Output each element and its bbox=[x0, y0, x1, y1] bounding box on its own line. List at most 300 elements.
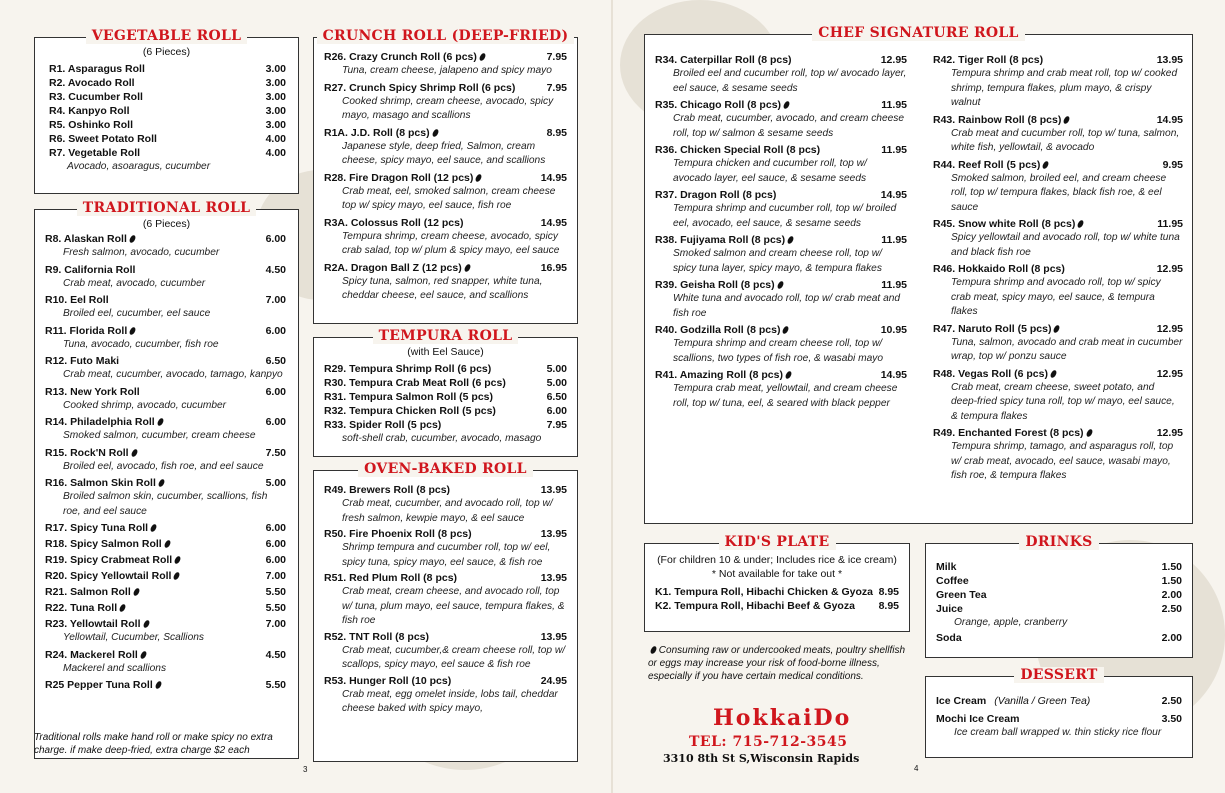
item-name: R12. Futo Maki bbox=[45, 355, 120, 367]
item-description: Tuna, salmon, avocado and crab meat in cucumber wrap, top w/ ponzu sauce bbox=[951, 336, 1183, 362]
menu-item-row bbox=[933, 367, 1183, 381]
section-title: DESSERT bbox=[1014, 667, 1103, 683]
spicy-icon bbox=[1050, 369, 1057, 378]
menu-item-row bbox=[45, 601, 286, 615]
restaurant-logo: HokkaiDo bbox=[713, 705, 852, 731]
item-list-left bbox=[655, 53, 907, 413]
menu-item bbox=[655, 585, 899, 599]
item-name: K1. Tempura Roll, Hibachi Chicken & Gyoza bbox=[655, 586, 874, 598]
item-name: Green Tea bbox=[936, 589, 987, 601]
item-price: 3.00 bbox=[265, 105, 286, 117]
item-name: R24. Mackerel Roll bbox=[45, 648, 138, 661]
item-price: 7.00 bbox=[265, 618, 286, 630]
spicy-icon bbox=[785, 370, 792, 379]
item-description: Mackerel and scallions bbox=[63, 662, 167, 674]
spicy-icon bbox=[155, 680, 162, 689]
item-price: 6.00 bbox=[265, 538, 286, 550]
item-price: 5.50 bbox=[265, 602, 286, 614]
section-title: OVEN-BAKED ROLL bbox=[358, 461, 533, 477]
menu-item-row bbox=[45, 553, 286, 567]
item-description: Crab meat, cucumber,& cream cheese roll, top w/ scallops, spicy mayo, eel sauce & fish roe bbox=[342, 644, 566, 670]
spicy-icon bbox=[150, 523, 157, 532]
menu-item bbox=[936, 560, 1182, 574]
item-description: Japanese style, deep fried, Salmon, cream cheese, spicy mayo, eel sauce, and scallions bbox=[342, 140, 546, 166]
item-price: 6.50 bbox=[546, 391, 567, 403]
item-price: 7.95 bbox=[546, 81, 567, 94]
spicy-icon bbox=[463, 263, 470, 272]
item-name: R10. Eel Roll bbox=[45, 294, 109, 306]
menu-item-row bbox=[936, 631, 1182, 645]
item-name: R8. Alaskan Roll bbox=[45, 233, 127, 245]
spicy-icon bbox=[787, 235, 794, 244]
spicy-icon bbox=[173, 571, 180, 580]
item-price: 12.95 bbox=[1156, 427, 1183, 439]
menu-item-row bbox=[45, 521, 286, 535]
menu-item bbox=[49, 118, 286, 132]
menu-item bbox=[655, 323, 907, 366]
item-description: Broiled salmon skin, cucumber, scallions, fish roe, and eel sauce bbox=[63, 491, 268, 517]
spicy-icon bbox=[158, 478, 165, 487]
menu-item bbox=[933, 262, 1183, 320]
menu-item bbox=[45, 648, 286, 677]
item-price: 6.50 bbox=[265, 355, 286, 367]
menu-item bbox=[45, 385, 286, 414]
menu-item bbox=[933, 426, 1183, 484]
item-name: R42. Tiger Roll (8 pcs) bbox=[933, 54, 1044, 66]
menu-item-row bbox=[936, 694, 1182, 708]
item-description: Tempura shrimp, tamago, and asparagus roll, top w/ crab meat, avocado, eel sauce, wasabi mayo, fish roe, & tempura flakes bbox=[951, 441, 1174, 481]
item-price: 11.95 bbox=[881, 279, 907, 291]
item-description: Broiled eel, avocado, fish roe, and eel sauce bbox=[63, 460, 264, 472]
spicy-icon bbox=[1042, 160, 1049, 169]
item-price: 6.00 bbox=[265, 554, 286, 566]
item-name: R21. Salmon Roll bbox=[45, 586, 131, 598]
menu-item-row bbox=[45, 446, 286, 460]
item-price: 8.95 bbox=[878, 600, 899, 612]
item-name: R17. Spicy Tuna Roll bbox=[45, 522, 149, 534]
menu-item bbox=[45, 232, 286, 261]
item-name: R7. Vegetable Roll bbox=[49, 147, 141, 159]
item-name: R36. Chicken Special Roll (8 pcs) bbox=[655, 144, 821, 156]
item-name: R1. Asparagus Roll bbox=[49, 63, 145, 75]
item-description: Tuna, avocado, cucumber, fish roe bbox=[63, 338, 219, 350]
item-description: Smoked salmon, broiled eel, and cream cheese roll, top w/ tempura flakes, black fish roe, & eel sauce bbox=[951, 172, 1167, 213]
menu-item bbox=[45, 601, 286, 615]
item-description: Tempura shrimp and cream cheese roll, top w/ scallions, two types of fish roe, & wasabi mayo bbox=[673, 338, 884, 364]
item-price: 3.00 bbox=[265, 91, 286, 103]
item-price: 12.95 bbox=[1156, 367, 1183, 380]
item-description: Tempura shrimp and cucumber roll, top w/ broiled eel, avocado, eel sauce, & sesame seeds bbox=[673, 203, 897, 229]
address: 3310 8th St S,Wisconsin Rapids bbox=[663, 752, 860, 765]
menu-item-row bbox=[49, 76, 286, 90]
item-price: 4.50 bbox=[265, 263, 286, 276]
menu-item-row bbox=[45, 232, 286, 246]
item-description: Tempura shrimp and avocado roll, top w/ spicy crab meat, spicy mayo, eel sauce, & tempura flakes bbox=[951, 277, 1161, 317]
item-name: R30. Tempura Crab Meat Roll (6 pcs) bbox=[324, 377, 506, 389]
menu-item-row bbox=[324, 527, 567, 541]
item-price: 10.95 bbox=[880, 324, 907, 336]
item-name: R23. Yellowtail Roll bbox=[45, 618, 141, 630]
item-name: R43. Rainbow Roll (8 pcs) bbox=[933, 113, 1062, 126]
menu-item bbox=[655, 188, 907, 231]
item-name: R20. Spicy Yellowtail Roll bbox=[45, 570, 172, 582]
item-price: 24.95 bbox=[540, 674, 567, 687]
item-name: R31. Tempura Salmon Roll (5 pcs) bbox=[324, 391, 494, 403]
menu-item bbox=[936, 588, 1182, 602]
menu-item bbox=[324, 630, 567, 673]
menu-item-row bbox=[45, 293, 286, 307]
item-name: Soda bbox=[936, 631, 962, 644]
spicy-icon bbox=[1085, 428, 1092, 437]
item-description: Crab meat, cucumber, avocado, and cream cheese roll, top w/ salmon & sesame seeds bbox=[673, 113, 905, 139]
menu-item bbox=[324, 483, 567, 526]
tempura-roll-panel bbox=[313, 328, 578, 457]
item-description: Crab meat, cucumber, and avocado roll, top w/ fresh salmon, kewpie mayo, & eel sauce bbox=[342, 498, 553, 524]
section-subtitle: (with Eel Sauce) bbox=[407, 346, 484, 358]
item-name: R47. Naruto Roll (5 pcs) bbox=[933, 322, 1052, 335]
item-description: Orange, apple, cranberry bbox=[954, 617, 1068, 628]
menu-item bbox=[45, 476, 286, 519]
item-name: R35. Chicago Roll (8 pcs) bbox=[655, 99, 782, 111]
item-description: Crab meat, cream cheese, sweet potato, and deep-fried spicy tuna roll, top w/ mayo, eel sauce, & tempura flakes bbox=[951, 381, 1175, 422]
menu-item bbox=[45, 354, 286, 383]
item-description: Tempura shrimp, cream cheese, avocado, spicy crab salad, top w/ plum & spicy mayo, eel sauce bbox=[342, 230, 560, 256]
menu-item-row bbox=[324, 630, 567, 644]
menu-item-row bbox=[933, 158, 1183, 172]
menu-item-row bbox=[324, 126, 567, 140]
item-description: Shrimp tempura and cucumber roll, top w/ eel, spicy tuna, spicy mayo, eel sauce, & fish roe bbox=[342, 542, 551, 568]
item-name: R15. Rock'N Roll bbox=[45, 446, 129, 459]
item-price: 7.00 bbox=[265, 570, 286, 582]
item-price: 6.00 bbox=[265, 324, 286, 337]
item-list bbox=[314, 471, 577, 717]
menu-item-row bbox=[324, 483, 567, 497]
item-description: Smoked salmon, cucumber, cream cheese bbox=[63, 430, 256, 441]
menu-item-row bbox=[655, 323, 907, 337]
item-price: 13.95 bbox=[540, 528, 567, 540]
menu-item-row bbox=[655, 368, 907, 382]
spicy-icon bbox=[1077, 219, 1084, 228]
item-name: R50. Fire Phoenix Roll (8 pcs) bbox=[324, 528, 472, 540]
item-price: 6.00 bbox=[265, 385, 286, 398]
menu-item-row bbox=[45, 324, 286, 338]
item-price: 13.95 bbox=[540, 484, 567, 496]
item-price: 12.95 bbox=[880, 54, 907, 66]
traditional-roll-panel bbox=[34, 200, 299, 759]
menu-item-row bbox=[936, 588, 1182, 602]
item-name: R5. Oshinko Roll bbox=[49, 119, 134, 131]
item-list bbox=[926, 544, 1192, 645]
item-price: 2.00 bbox=[1161, 589, 1182, 601]
menu-item-row bbox=[45, 385, 286, 399]
menu-item bbox=[655, 278, 907, 321]
menu-item bbox=[49, 146, 286, 175]
section-subtitle: (6 Pieces) bbox=[142, 46, 191, 58]
menu-item-row bbox=[933, 113, 1183, 127]
item-price: 5.00 bbox=[546, 377, 567, 389]
menu-item-row bbox=[324, 674, 567, 688]
item-price: 5.00 bbox=[546, 363, 567, 375]
item-description: White tuna and avocado roll, top w/ crab meat and fish roe bbox=[673, 293, 901, 319]
item-name: R14. Philadelphia Roll bbox=[45, 416, 155, 428]
item-name: R53. Hunger Roll (10 pcs) bbox=[324, 674, 452, 687]
item-name: R28. Fire Dragon Roll (12 pcs) bbox=[324, 171, 474, 184]
item-price: 7.95 bbox=[546, 51, 567, 63]
menu-item-row bbox=[655, 599, 899, 613]
item-name: Milk bbox=[936, 561, 957, 573]
section-title: VEGETABLE ROLL bbox=[86, 28, 248, 44]
menu-item bbox=[45, 585, 286, 599]
menu-item-row bbox=[49, 132, 286, 146]
menu-item bbox=[933, 53, 1183, 111]
menu-item bbox=[933, 217, 1183, 260]
item-price: 13.95 bbox=[540, 630, 567, 643]
menu-item-row bbox=[936, 712, 1182, 726]
drinks-panel bbox=[925, 534, 1193, 658]
menu-item bbox=[45, 446, 286, 475]
item-name: R37. Dragon Roll (8 pcs) bbox=[655, 189, 777, 201]
item-name: R34. Caterpillar Roll (8 pcs) bbox=[655, 54, 792, 66]
item-description: Crab meat and cucumber roll, top w/ tuna, salmon, white fish, yellowtail, & avocado bbox=[951, 127, 1180, 153]
item-list bbox=[926, 677, 1192, 741]
crunch-roll-panel bbox=[313, 28, 578, 324]
section-title: CRUNCH ROLL (DEEP-FRIED) bbox=[317, 28, 575, 44]
item-description: Spicy tuna, salmon, red snapper, white tuna, cheddar cheese, eel sauce, and scallions bbox=[342, 275, 543, 301]
menu-item-row bbox=[933, 322, 1183, 336]
item-list bbox=[314, 358, 577, 447]
item-price: 6.00 bbox=[546, 405, 567, 417]
item-name: R9. California Roll bbox=[45, 263, 136, 276]
item-name: R33. Spider Roll (5 pcs) bbox=[324, 419, 442, 431]
menu-item bbox=[45, 324, 286, 353]
chef-signature-panel bbox=[644, 25, 1193, 524]
menu-item-row bbox=[936, 574, 1182, 588]
item-description: Ice cream ball wrapped w. thin sticky rice flour bbox=[954, 727, 1162, 738]
item-name: R29. Tempura Shrimp Roll (6 pcs) bbox=[324, 363, 492, 375]
item-price: 5.50 bbox=[265, 679, 286, 691]
section-title: TEMPURA ROLL bbox=[373, 328, 519, 344]
page-number-left: 3 bbox=[303, 765, 308, 774]
item-name: R22. Tuna Roll bbox=[45, 602, 118, 614]
menu-item bbox=[936, 602, 1182, 631]
vegetable-roll-panel bbox=[34, 28, 299, 194]
menu-item bbox=[324, 171, 567, 214]
item-description: Cooked shrimp, avocado, cucumber bbox=[63, 399, 227, 411]
spicy-icon bbox=[782, 325, 789, 334]
item-name: R49. Enchanted Forest (8 pcs) bbox=[933, 427, 1084, 439]
menu-item bbox=[655, 53, 907, 96]
menu-item bbox=[45, 415, 286, 444]
item-description: Crab meat, egg omelet inside, lobs tail, cheddar cheese baked with spicy mayo, bbox=[342, 688, 558, 714]
page-fold bbox=[611, 0, 613, 793]
item-price: 9.95 bbox=[1162, 158, 1183, 171]
spicy-icon bbox=[1063, 115, 1070, 124]
menu-item-row bbox=[655, 53, 907, 67]
item-description: Tempura crab meat, yellowtail, and cream cheese roll, top w/ tuna, eel, & seared with black pepper bbox=[673, 383, 898, 409]
menu-item-row bbox=[324, 261, 567, 275]
item-price: 14.95 bbox=[880, 189, 907, 201]
spicy-icon bbox=[130, 448, 137, 457]
menu-item bbox=[324, 126, 567, 169]
menu-item bbox=[45, 521, 286, 535]
item-price: 2.50 bbox=[1161, 695, 1182, 707]
section-title: DRINKS bbox=[1019, 534, 1098, 550]
spicy-icon bbox=[1053, 324, 1060, 333]
item-price: 11.95 bbox=[881, 234, 907, 246]
item-name: R48. Vegas Roll (6 pcs) bbox=[933, 367, 1048, 380]
menu-item-row bbox=[45, 354, 286, 368]
item-description: Broiled eel and cucumber roll, top w/ avocado layer, eel sauce, & sesame seeds bbox=[673, 68, 907, 94]
item-name: Mochi Ice Cream bbox=[936, 713, 1020, 725]
menu-item-row bbox=[655, 585, 899, 599]
item-note: (Vanilla / Green Tea) bbox=[994, 695, 1091, 707]
menu-item bbox=[936, 712, 1182, 741]
item-price: 3.50 bbox=[1161, 713, 1182, 725]
menu-item-row bbox=[324, 216, 567, 230]
item-price: 14.95 bbox=[540, 216, 567, 229]
item-price: 3.00 bbox=[265, 77, 286, 89]
item-price: 16.95 bbox=[540, 261, 567, 274]
item-price: 5.00 bbox=[265, 477, 286, 489]
menu-item bbox=[655, 368, 907, 411]
menu-item-row bbox=[49, 104, 286, 118]
menu-item-row bbox=[49, 146, 286, 160]
menu-item-row bbox=[45, 263, 286, 277]
menu-item bbox=[45, 553, 286, 567]
spicy-icon bbox=[174, 555, 181, 564]
menu-item-row bbox=[324, 571, 567, 585]
item-price: 3.00 bbox=[265, 119, 286, 131]
item-description: Crab meat, cream cheese, and avocado roll, top w/ tuna, plum mayo, eel sauce, tempura flakes, & fish roe bbox=[342, 586, 565, 626]
item-name: R32. Tempura Chicken Roll (5 pcs) bbox=[324, 405, 496, 417]
spicy-icon bbox=[129, 326, 136, 335]
item-name: R40. Godzilla Roll (8 pcs) bbox=[655, 324, 781, 336]
item-name: K2. Tempura Roll, Hibachi Beef & Gyoza bbox=[655, 600, 855, 612]
item-price: 13.95 bbox=[540, 572, 567, 584]
menu-item-row bbox=[655, 143, 907, 157]
menu-item bbox=[933, 322, 1183, 365]
item-description: Tuna, cream cheese, jalapeno and spicy mayo bbox=[342, 65, 552, 76]
item-price: 13.95 bbox=[1156, 54, 1183, 66]
item-price: 7.95 bbox=[546, 419, 567, 431]
item-name: R41. Amazing Roll (8 pcs) bbox=[655, 369, 783, 381]
item-price: 1.50 bbox=[1161, 575, 1182, 587]
menu-item-row bbox=[324, 81, 567, 95]
item-price: 4.50 bbox=[265, 648, 286, 661]
item-price: 14.95 bbox=[540, 171, 567, 184]
menu-item-row bbox=[45, 415, 286, 429]
menu-item-row bbox=[45, 678, 286, 692]
item-name: R16. Salmon Skin Roll bbox=[45, 477, 156, 489]
item-list bbox=[35, 58, 298, 175]
spicy-icon bbox=[133, 587, 140, 596]
item-description: Yellowtail, Cucumber, Scallions bbox=[63, 632, 204, 643]
traditional-note: Traditional rolls make hand roll or make spicy no extra charge. if make deep-fried, extra charge $2 each bbox=[34, 732, 273, 756]
item-price: 6.00 bbox=[265, 416, 286, 428]
menu-item-row bbox=[936, 602, 1182, 616]
spicy-icon bbox=[783, 100, 790, 109]
item-description: Cooked shrimp, cream cheese, avocado, spicy mayo, masago and scallions bbox=[342, 95, 554, 121]
menu-item bbox=[49, 62, 286, 76]
section-title: KID'S PLATE bbox=[719, 534, 836, 550]
menu-item-row bbox=[45, 617, 286, 631]
item-name: R6. Sweet Potato Roll bbox=[49, 133, 157, 145]
telephone: TEL: 715-712-3545 bbox=[689, 734, 848, 750]
spicy-icon bbox=[119, 603, 126, 612]
item-name: R3A. Colossus Roll (12 pcs) bbox=[324, 216, 464, 229]
menu-item bbox=[324, 261, 567, 304]
item-name: R44. Reef Roll (5 pcs) bbox=[933, 158, 1041, 171]
menu-item bbox=[45, 263, 286, 292]
menu-item bbox=[655, 143, 907, 186]
item-list bbox=[314, 38, 577, 304]
menu-item-row bbox=[324, 404, 567, 418]
item-name: R51. Red Plum Roll (8 pcs) bbox=[324, 572, 458, 584]
item-price: 2.00 bbox=[1161, 631, 1182, 644]
menu-item-row bbox=[45, 585, 286, 599]
item-list bbox=[35, 230, 298, 692]
food-warning: Consuming raw or undercooked meats, poultry shellfish or eggs may increase your risk of food-borne illness, especially if you have certain medical conditions. bbox=[648, 645, 906, 682]
item-price: 12.95 bbox=[1156, 263, 1183, 275]
menu-item-row bbox=[45, 648, 286, 662]
item-price: 5.50 bbox=[265, 586, 286, 598]
kids-plate-panel bbox=[644, 534, 910, 632]
item-description: soft-shell crab, cucumber, avocado, masago bbox=[342, 433, 542, 444]
item-name: R25 Pepper Tuna Roll bbox=[45, 679, 153, 691]
menu-item-row bbox=[933, 262, 1183, 276]
menu-item-row bbox=[324, 390, 567, 404]
item-name: R4. Kanpyo Roll bbox=[49, 105, 130, 117]
section-title: CHEF SIGNATURE ROLL bbox=[812, 25, 1024, 41]
menu-item-row bbox=[933, 53, 1183, 67]
item-price: 11.95 bbox=[881, 144, 907, 156]
menu-item bbox=[933, 367, 1183, 425]
menu-item bbox=[49, 90, 286, 104]
menu-item bbox=[324, 390, 567, 404]
menu-item bbox=[936, 574, 1182, 588]
item-name: R13. New York Roll bbox=[45, 385, 140, 398]
item-name: R26. Crazy Crunch Roll (6 pcs) bbox=[324, 51, 477, 63]
menu-item bbox=[655, 98, 907, 141]
item-name: R52. TNT Roll (8 pcs) bbox=[324, 630, 430, 643]
item-price: 6.00 bbox=[265, 522, 286, 534]
hot-icon bbox=[650, 645, 657, 654]
menu-item bbox=[45, 569, 286, 583]
item-description: Crab meat, eel, smoked salmon, cream cheese top w/ spicy mayo, eel sauce, fish roe bbox=[342, 185, 556, 211]
item-price: 7.50 bbox=[265, 446, 286, 459]
menu-item-row bbox=[45, 476, 286, 490]
item-description: Crab meat, avocado, cucumber bbox=[63, 277, 206, 289]
menu-item-row bbox=[45, 569, 286, 583]
item-name: R1A. J.D. Roll (8 pcs) bbox=[324, 126, 430, 139]
menu-item bbox=[45, 293, 286, 322]
item-price: 1.50 bbox=[1161, 561, 1182, 573]
item-price: 8.95 bbox=[878, 586, 899, 598]
item-name: R19. Spicy Crabmeat Roll bbox=[45, 554, 173, 566]
item-description: Smoked salmon and cream cheese roll, top w/ spicy tuna layer, spicy mayo, & tempura flakes bbox=[673, 248, 882, 274]
menu-item-row bbox=[655, 233, 907, 247]
menu-item-row bbox=[936, 560, 1182, 574]
menu-item-row bbox=[324, 376, 567, 390]
item-name: R11. Florida Roll bbox=[45, 324, 128, 337]
item-description: Fresh salmon, avocado, cucumber bbox=[63, 247, 220, 258]
menu-item bbox=[324, 527, 567, 570]
item-price: 6.00 bbox=[265, 233, 286, 245]
menu-item bbox=[936, 631, 1182, 645]
item-name: R27. Crunch Spicy Shrimp Roll (6 pcs) bbox=[324, 81, 516, 94]
item-price: 7.00 bbox=[265, 294, 286, 306]
menu-item bbox=[49, 132, 286, 146]
